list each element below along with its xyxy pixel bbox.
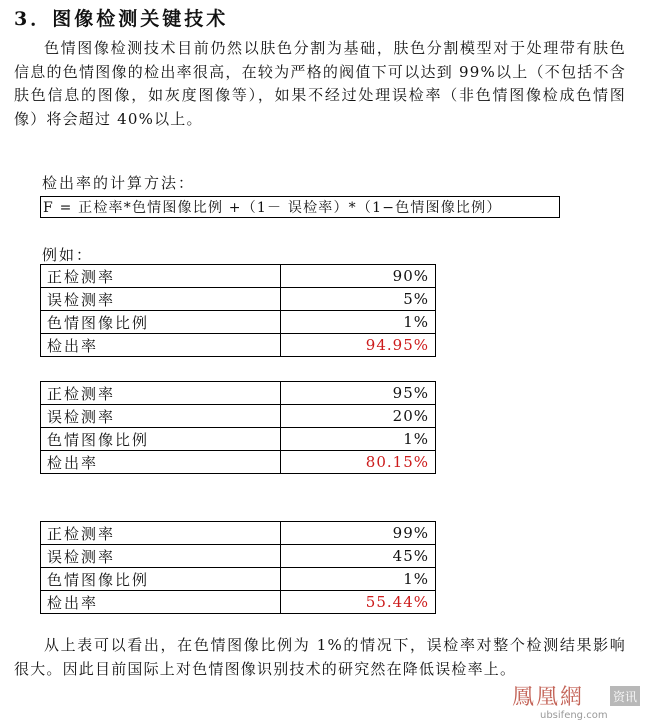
svg-text:资讯: 资讯 bbox=[613, 690, 638, 704]
row-value: 1% bbox=[281, 428, 436, 451]
row-key: 正检测率 bbox=[41, 265, 281, 288]
table-row bbox=[41, 382, 436, 405]
row-key: 检出率 bbox=[41, 591, 281, 614]
row-key: 正检测率 bbox=[41, 382, 281, 405]
row-key: 正检测率 bbox=[41, 522, 281, 545]
row-value: 5% bbox=[281, 288, 436, 311]
svg-text:ubsifeng.com: ubsifeng.com bbox=[540, 710, 608, 721]
table-row bbox=[41, 568, 436, 591]
table-row bbox=[41, 265, 436, 288]
table-row bbox=[41, 545, 436, 568]
example-label: 例如： bbox=[42, 246, 94, 264]
table-row bbox=[41, 311, 436, 334]
row-key: 误检测率 bbox=[41, 405, 281, 428]
example-table-2 bbox=[40, 381, 436, 474]
table-row bbox=[41, 288, 436, 311]
watermark-logo-graphic bbox=[510, 682, 642, 722]
intro-paragraph: 色情图像检测技术目前仍然以肤色分割为基础，肤色分割模型对于处理带有肤色信息的色情图像的检出率很高，在较为严格的阀值下可以达到 99%以上（不包括不含肤色信息的图像，如灰度图像等），如果不经过处理误检率（非色情图像检成色情图像）将会超过 40%以上。 bbox=[14, 39, 626, 128]
row-key: 色情图像比例 bbox=[41, 568, 281, 591]
detection-rate-value: 55.44% bbox=[281, 591, 436, 614]
row-value: 99% bbox=[281, 522, 436, 545]
row-value: 20% bbox=[281, 405, 436, 428]
conclusion-paragraph: 从上表可以看出，在色情图像比例为 1%的情况下，误检率对整个检测结果影响很大。因此目前国际上对色情图像识别技术的研究然在降低误检率上。 bbox=[14, 636, 626, 678]
formula-box: F = 正检率*色情图像比例 +（1－ 误检率）*（1−色情图像比例） bbox=[40, 196, 560, 218]
detection-rate-value: 80.15% bbox=[281, 451, 436, 474]
row-value: 1% bbox=[281, 311, 436, 334]
example-table-3 bbox=[40, 521, 436, 614]
table-row bbox=[41, 428, 436, 451]
row-value: 95% bbox=[281, 382, 436, 405]
formula-label: 检出率的计算方法： bbox=[42, 174, 196, 192]
row-key: 误检测率 bbox=[41, 545, 281, 568]
row-value: 90% bbox=[281, 265, 436, 288]
table-row bbox=[41, 405, 436, 428]
row-key: 检出率 bbox=[41, 451, 281, 474]
detection-rate-value: 94.95% bbox=[281, 334, 436, 357]
table-row bbox=[41, 591, 436, 614]
row-value: 1% bbox=[281, 568, 436, 591]
section-heading: 3．图像检测关键技术 bbox=[14, 8, 229, 30]
watermark-logo bbox=[510, 682, 642, 722]
table-row bbox=[41, 522, 436, 545]
example-table-1 bbox=[40, 264, 436, 357]
row-value: 45% bbox=[281, 545, 436, 568]
table-row bbox=[41, 334, 436, 357]
table-row bbox=[41, 451, 436, 474]
row-key: 色情图像比例 bbox=[41, 311, 281, 334]
row-key: 误检测率 bbox=[41, 288, 281, 311]
row-key: 检出率 bbox=[41, 334, 281, 357]
svg-text:鳳凰網: 鳳凰網 bbox=[512, 685, 585, 710]
row-key: 色情图像比例 bbox=[41, 428, 281, 451]
